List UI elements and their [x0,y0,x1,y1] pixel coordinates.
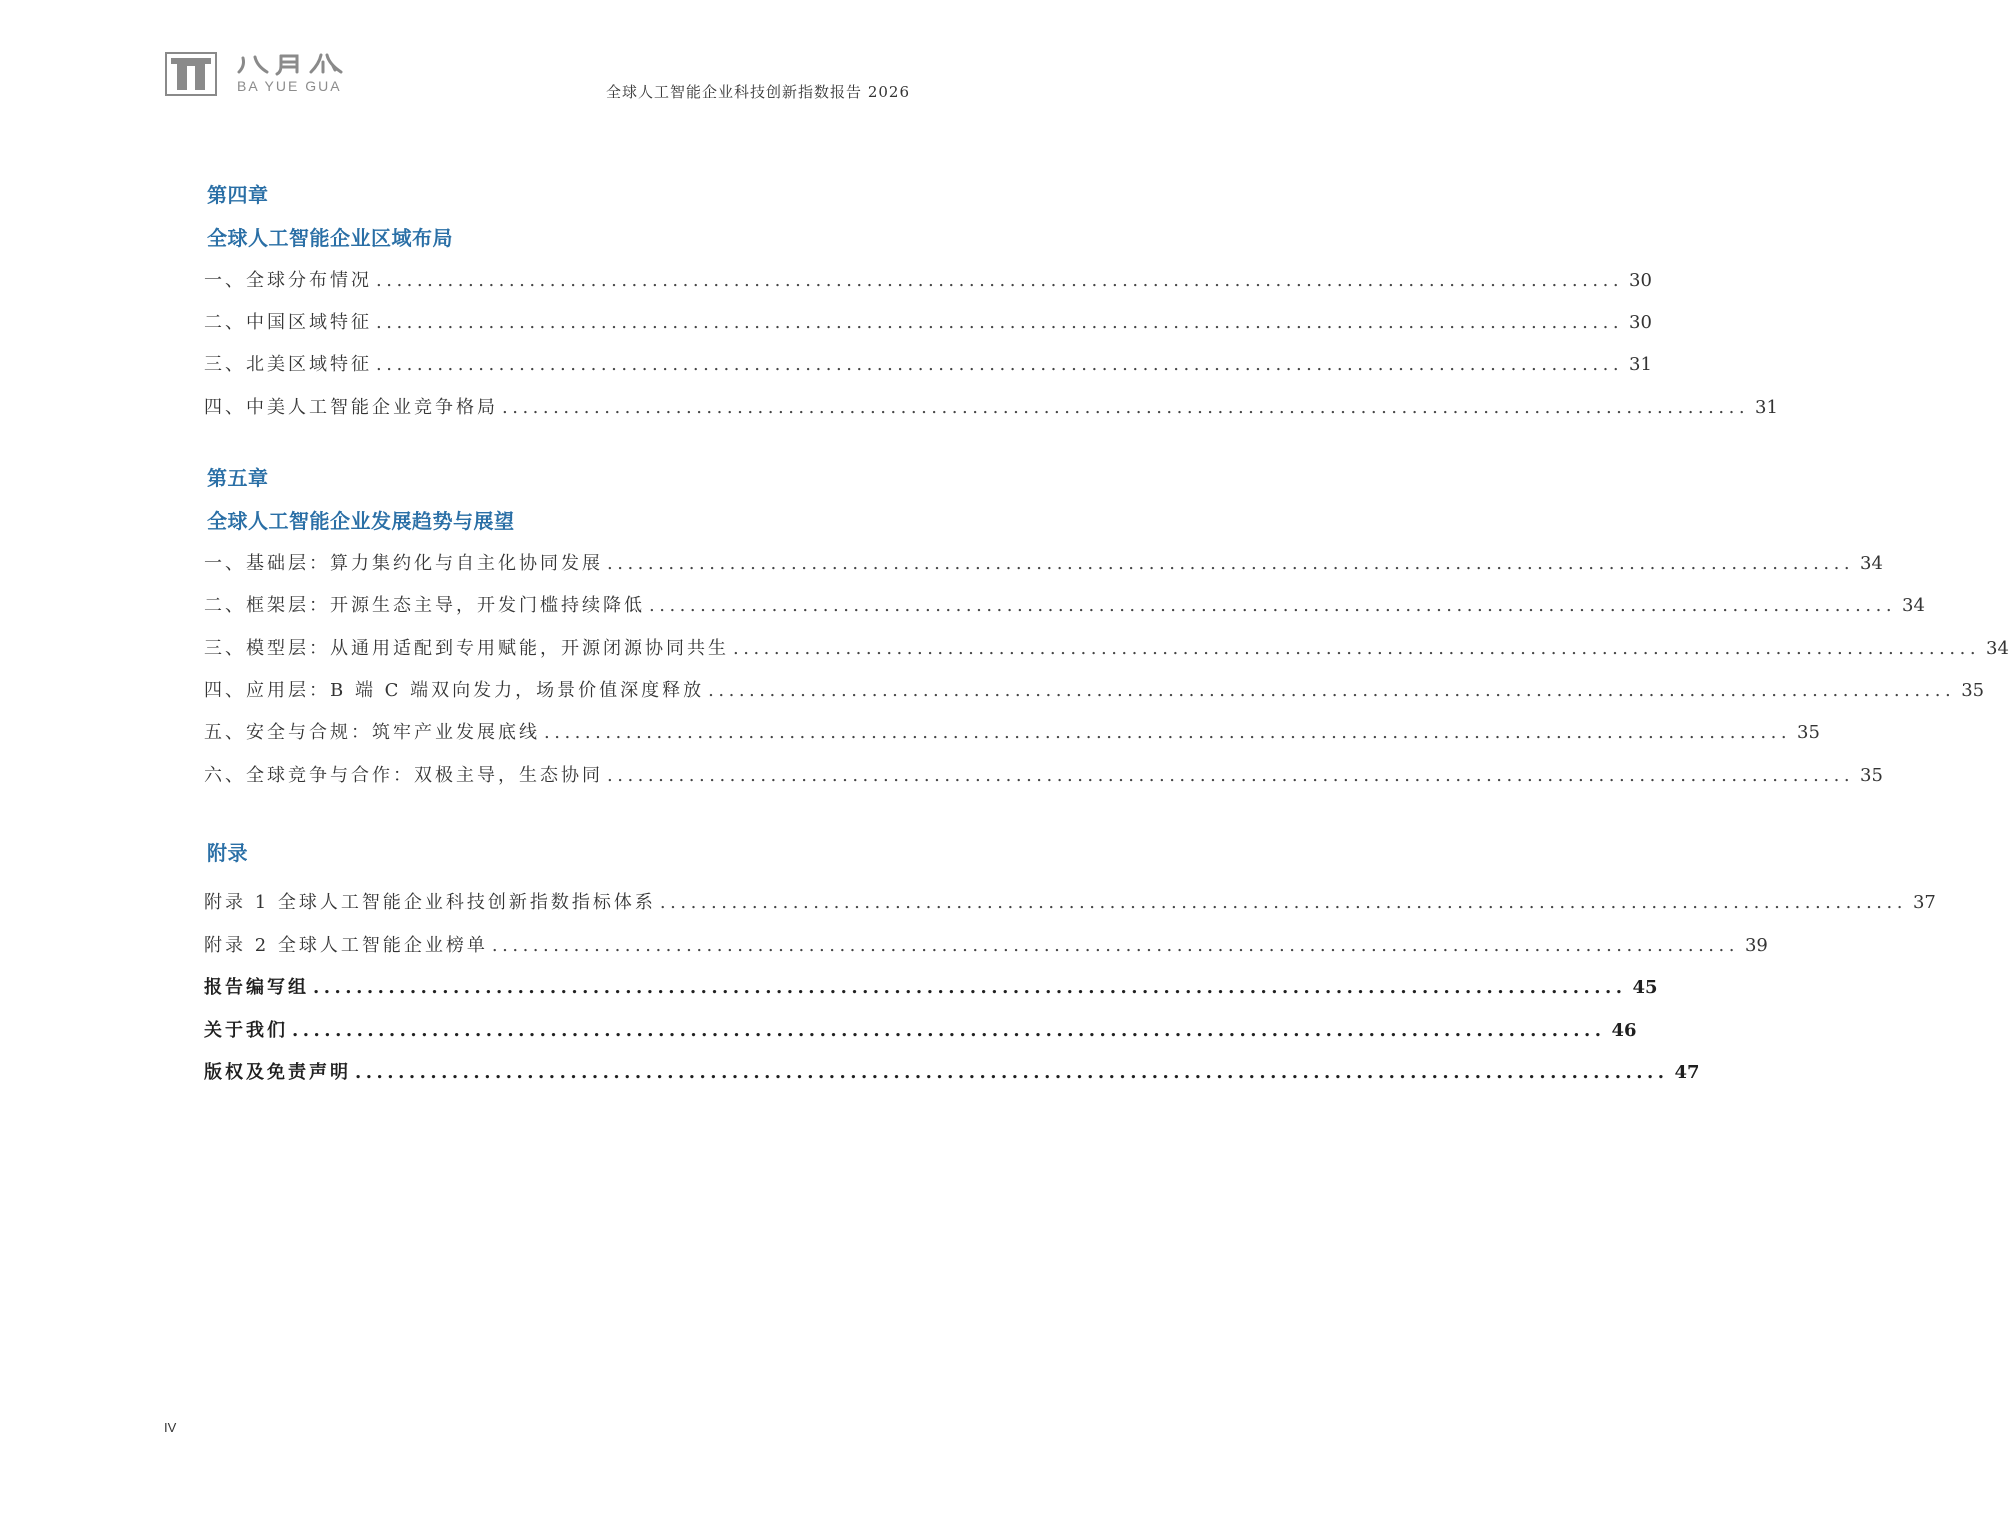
toc-entry-page: 35 [1860,765,1883,786]
toc-leader-dots: .......................................................................................................................... [491,935,1739,956]
toc-entry-page: 34 [1986,638,2009,659]
toc-leader-dots: .......................................................................................................................... [502,397,1750,418]
appendix-heading: 附录 [207,841,248,865]
toc-entry-label: 五、安全与合规：筑牢产业发展底线 [204,722,540,743]
toc-leader-dots: .......................................................................................................................... [313,977,1627,998]
logo-mark-icon [165,52,217,96]
toc-entry-page: 45 [1632,977,1658,998]
toc-entry-label: 关于我们 [204,1020,288,1041]
toc-entry-page: 35 [1797,722,1820,743]
toc-entry-page: 46 [1611,1020,1637,1041]
toc-entry-label: 四、中美人工智能企业竞争格局 [204,397,498,418]
toc-entry[interactable] [204,634,2009,662]
toc-leader-dots: .......................................................................................................................... [607,765,1855,786]
toc-leader-dots: .......................................................................................................................... [292,1020,1606,1041]
logo-glyphs-icon [237,52,355,76]
toc-leader-dots: .......................................................................................................................... [355,1062,1669,1083]
toc-entry-label: 附录 2 全球人工智能企业榜单 [204,935,488,956]
toc-entry-page: 30 [1629,270,1652,291]
toc-entry[interactable] [204,761,1883,789]
toc-entry-page: 34 [1902,595,1925,616]
toc-entry[interactable] [204,973,1658,1001]
toc-entry-page: 37 [1912,892,1936,913]
toc-entry[interactable] [204,350,1652,378]
toc-leader-dots: .......................................................................................................................... [659,892,1907,913]
toc-entry-page: 31 [1755,397,1778,418]
logo-text: BA YUE GUA [237,78,342,94]
toc-entry[interactable] [204,549,1883,577]
toc-entry-label: 版权及免责声明 [204,1062,351,1083]
toc-entry-label: 二、框架层：开源生态主导，开发门槛持续降低 [204,595,645,616]
chapter-5-title: 全球人工智能企业发展趋势与展望 [207,509,515,533]
toc-entry[interactable] [204,266,1652,294]
toc-entry[interactable] [204,888,1936,916]
toc-entry-label: 六、全球竞争与合作：双极主导，生态协同 [204,765,603,786]
toc-leader-dots: .......................................................................................................................... [544,722,1792,743]
chapter-5-label: 第五章 [207,466,269,490]
brand-logo [165,52,365,98]
toc-entry[interactable] [204,1058,1700,1086]
toc-entry[interactable] [204,931,1768,959]
toc-entry-page: 31 [1629,354,1652,375]
chapter-4-label: 第四章 [207,183,269,207]
toc-entry-label: 三、模型层：从通用适配到专用赋能，开源闭源协同共生 [204,638,729,659]
toc-entry-page: 39 [1744,935,1768,956]
toc-entry-label: 报告编写组 [204,977,309,998]
toc-leader-dots: .......................................................................................................................... [376,270,1624,291]
toc-entry-label: 二、中国区域特征 [204,312,372,333]
toc-leader-dots: .......................................................................................................................... [733,638,1981,659]
toc-entry-label: 附录 1 全球人工智能企业科技创新指数指标体系 [204,892,656,913]
toc-leader-dots: .......................................................................................................................... [607,553,1855,574]
toc-leader-dots: .......................................................................................................................... [376,354,1624,375]
toc-entry-label: 三、北美区域特征 [204,354,372,375]
page-number: IV [164,1420,177,1435]
toc-entry-label: 一、基础层：算力集约化与自主化协同发展 [204,553,603,574]
toc-leader-dots: .......................................................................................................................... [708,680,1956,701]
toc-entry-page: 34 [1860,553,1883,574]
toc-entry[interactable] [204,676,1985,704]
toc-entry-page: 47 [1674,1062,1700,1083]
toc-entry[interactable] [204,591,1925,619]
toc-entry[interactable] [204,393,1778,421]
chapter-4-title: 全球人工智能企业区域布局 [207,226,453,250]
toc-entry[interactable] [204,308,1652,336]
toc-entry-page: 35 [1961,680,1985,701]
toc-leader-dots: .......................................................................................................................... [649,595,1897,616]
toc-entry-label: 一、全球分布情况 [204,270,372,291]
toc-entry[interactable] [204,718,1820,746]
toc-leader-dots: .......................................................................................................................... [376,312,1624,333]
toc-entry-label: 四、应用层：B 端 C 端双向发力，场景价值深度释放 [204,680,705,701]
report-title: 全球人工智能企业科技创新指数报告 2026 [606,83,910,101]
toc-entry-page: 30 [1629,312,1652,333]
toc-entry[interactable] [204,1016,1637,1044]
